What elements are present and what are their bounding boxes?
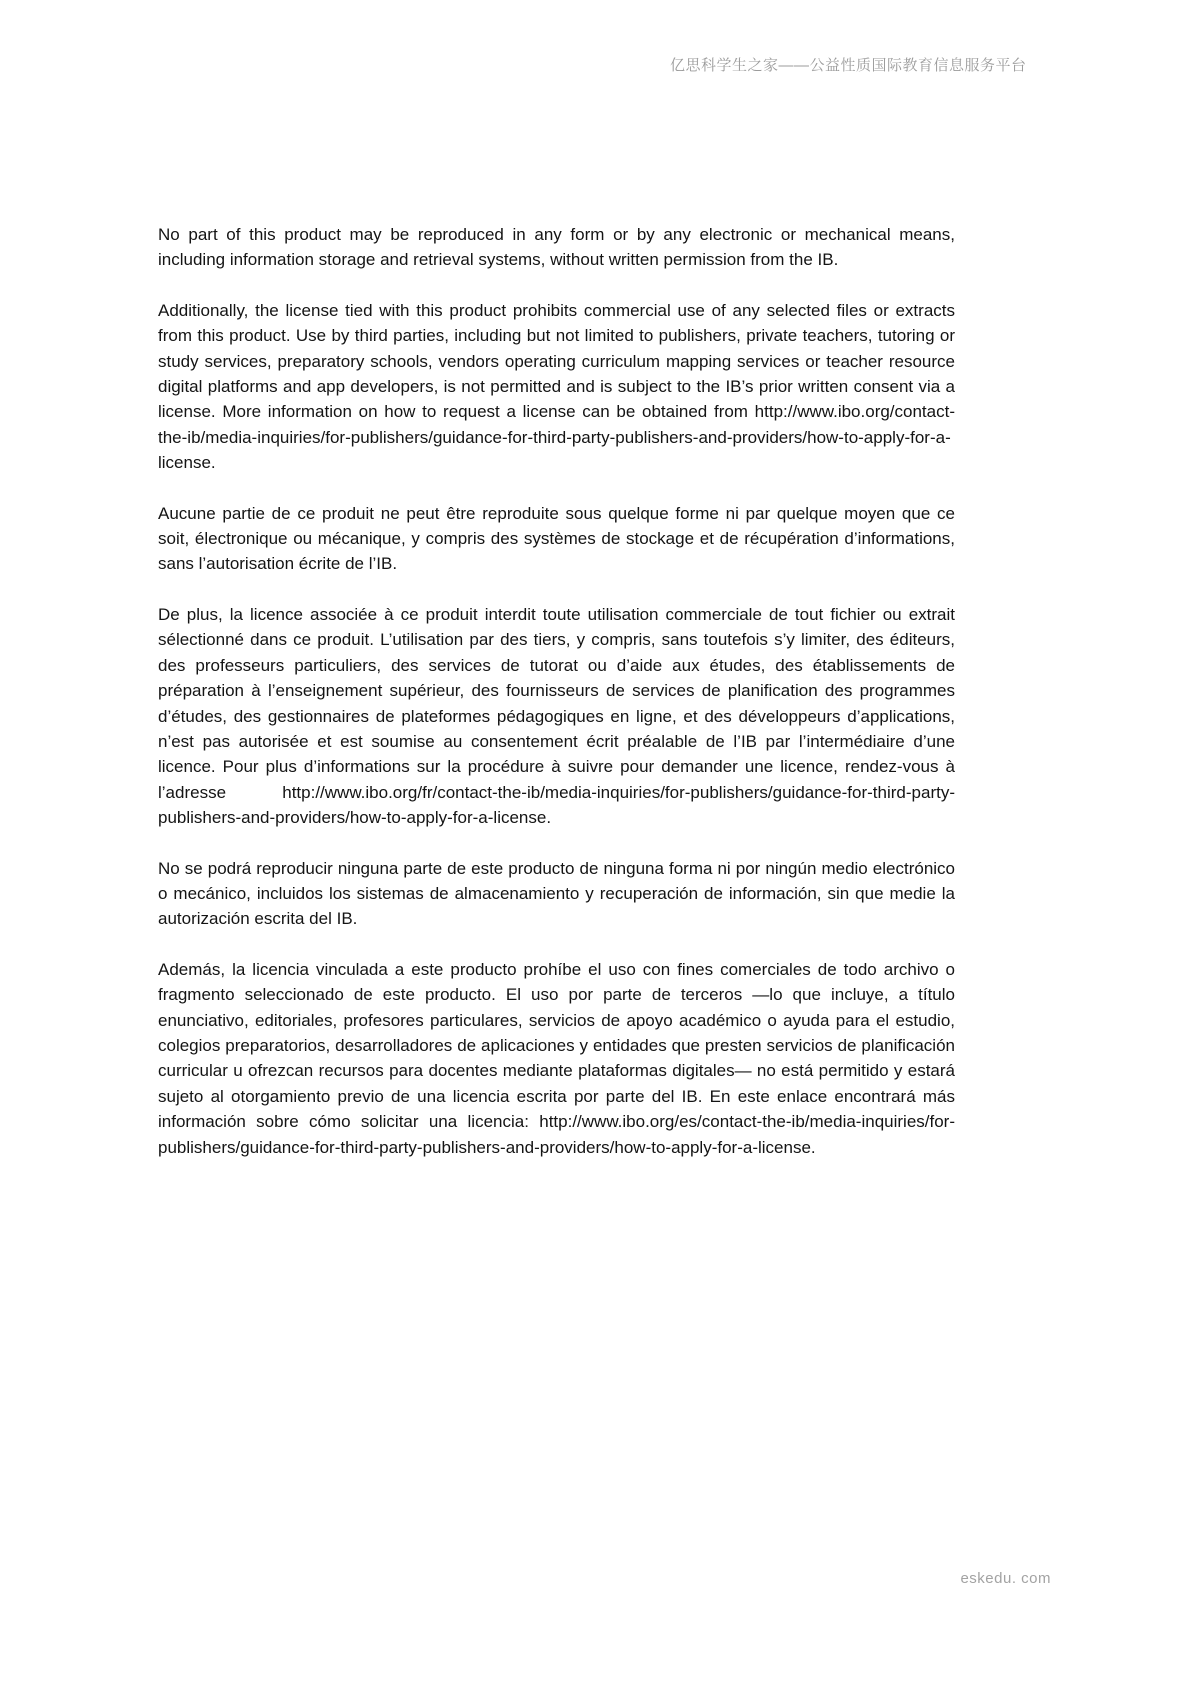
paragraph-es-reproduction: No se podrá reproducir ninguna parte de este producto de ninguna forma ni por ningún medio electrónico o mecánico, incluidos los sistemas de almacenamiento y recuperación de información, sin que medie la autorización escrita del IB. (158, 858, 955, 929)
watermark: eskedu. com (960, 1570, 1051, 1587)
paragraph-fr-license: De plus, la licence associée à ce produit interdit toute utilisation commerciale de tout fichier ou extrait sélectionné dans ce produit. L’utilisation par des tiers, y compris, sans toutefois s’y limiter, des éditeurs, des professeurs particuliers, des services de tutorat ou d’aide aux études, des établissements de préparation à l’enseignement supérieur, des fournisseurs de services de planification des programmes d’études, des gestionnaires de plateformes pédagogiques en ligne, et des développeurs d’applications, n’est pas autorisée et est soumise au consentement écrit préalable de l’IB par l’intermédiaire d’une licence. Pour plus d’informations sur la procédure à suivre pour demander une licence, rendez-vous à l’adresse http://www.ibo.org/fr/contact-the-ib/media-inquiries/for-publishers/guidance-for-third-party-publishers-and-providers/how-to-apply-for-a-license. (158, 604, 955, 828)
paragraph-fr-reproduction: Aucune partie de ce produit ne peut être reproduite sous quelque forme ni par quelque moyen que ce soit, électronique ou mécanique, y compris des systèmes de stockage et de récupération d’informations, sans l’autorisation écrite de l’IB. (158, 503, 955, 574)
copyright-text-block (158, 222, 955, 1185)
paragraph-en-reproduction: No part of this product may be reproduced in any form or by any electronic or mechanical means, including information storage and retrieval systems, without written permission from the IB. (158, 225, 955, 270)
paragraph-es-license: Además, la licencia vinculada a este producto prohíbe el uso con fines comerciales de todo archivo o fragmento seleccionado de este producto. El uso por parte de terceros —lo que incluye, a título enunciativo, editoriales, profesores particulares, servicios de apoyo académico o ayuda para el estudio, colegios preparatorios, desarrolladores de aplicaciones y entidades que presten servicios de planificación curricular u ofrezcan recursos para docentes mediante plataformas digitales— no está permitido y estará sujeto al otorgamiento previo de una licencia escrita por parte del IB. En este enlace encontrará más información sobre cómo solicitar una licencia: http://www.ibo.org/es/contact-the-ib/media-inquiries/for-publishers/guidance-for-third-party-publishers-and-providers/how-to-apply-for-a-license. (158, 959, 955, 1157)
site-banner: 亿思科学生之家——公益性质国际教育信息服务平台 (670, 57, 1027, 74)
paragraph-en-license: Additionally, the license tied with this product prohibits commercial use of any selected files or extracts from this product. Use by third parties, including but not limited to publishers, private teachers, tutoring or study services, preparatory schools, vendors operating curriculum mapping services or teacher resource digital platforms and app developers, is not permitted and is subject to the IB’s prior written consent via a license. More information on how to request a license can be obtained from http://www.ibo.org/contact-the-ib/media-inquiries/for-publishers/guidance-for-third-party-publishers-and-providers/how-to-apply-for-a-license. (158, 300, 955, 473)
